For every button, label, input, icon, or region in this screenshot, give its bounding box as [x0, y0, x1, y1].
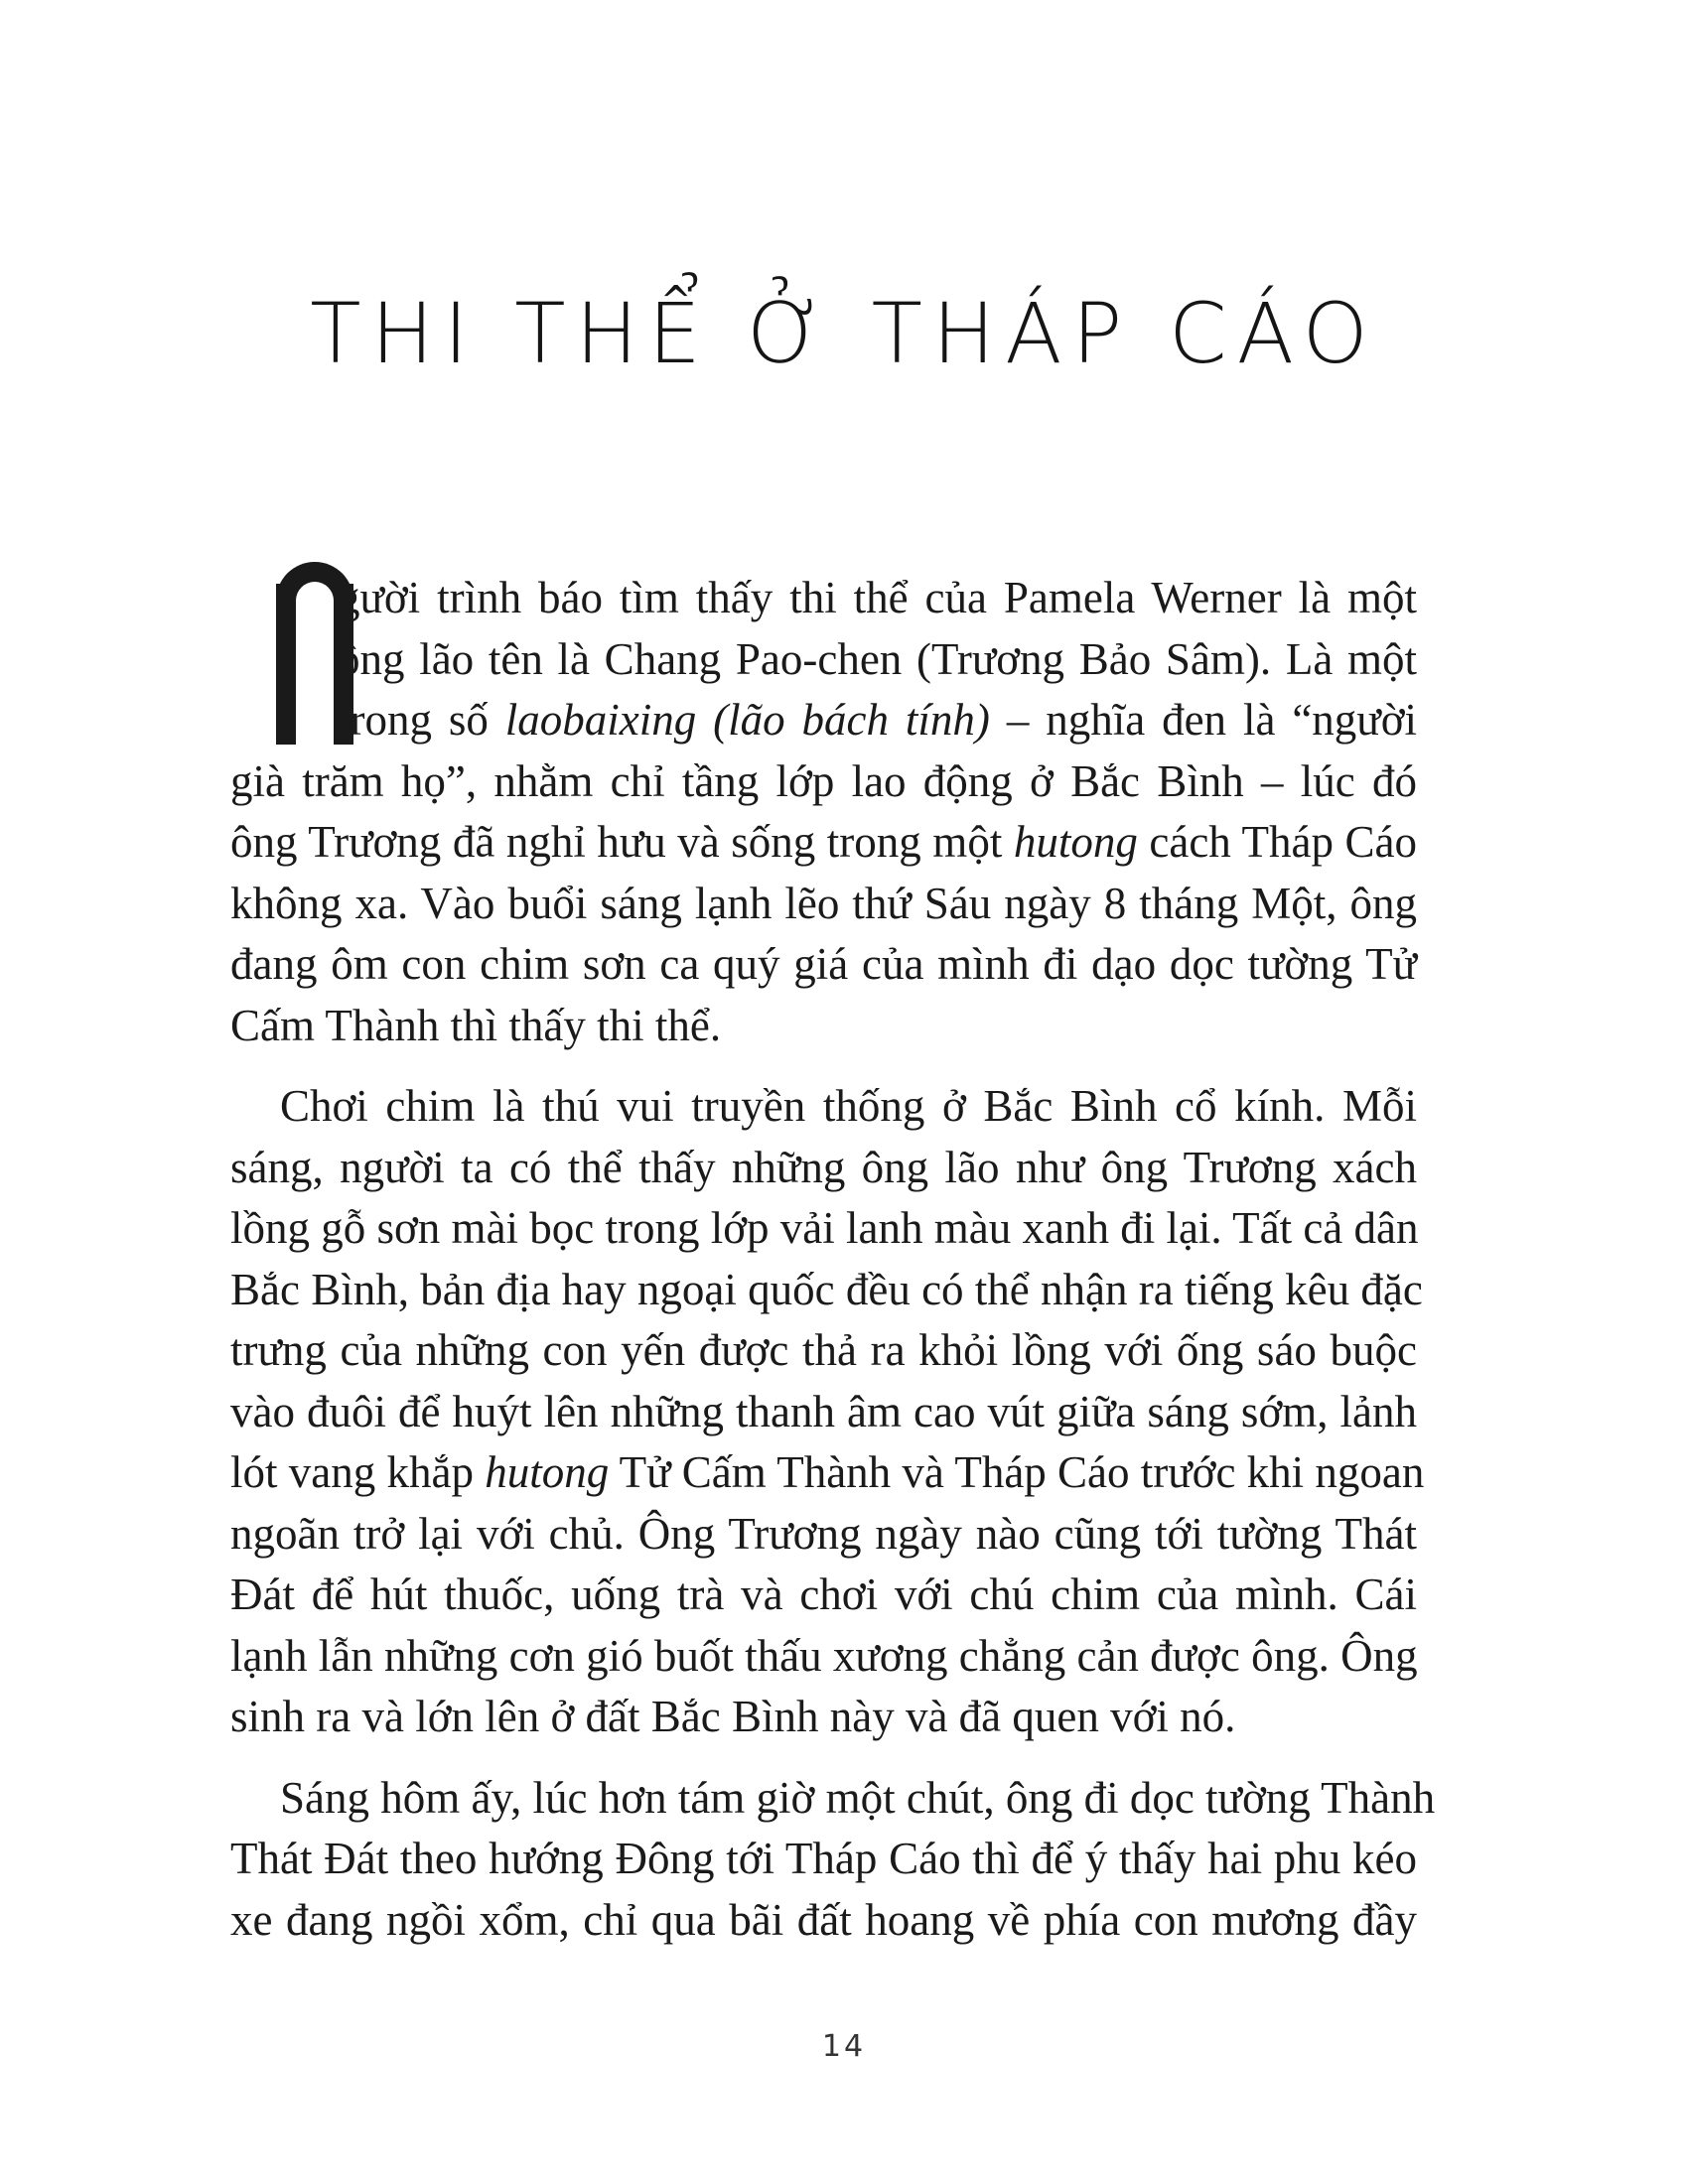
- paragraph: [230, 1076, 1425, 1748]
- text-line: Sáng hôm ấy, lúc hơn tám giờ một chút, ông đi dọc tường Thành: [280, 1772, 1436, 1823]
- chapter-title: THI THỂ Ở THÁP CÁO: [310, 285, 1378, 382]
- body-text: [230, 568, 1436, 1951]
- text-line: không xa. Vào buổi sáng lạnh lẽo thứ Sáu ngày 8 tháng Một, ông: [230, 878, 1417, 928]
- text-line: ông lão tên là Chang Pao-chen (Trương Bảo Sâm). Là một: [338, 633, 1417, 684]
- text-line: lạnh lẫn những cơn gió buốt thấu xương chẳng cản được ông. Ông: [230, 1630, 1418, 1681]
- italic-term: hutong: [485, 1447, 610, 1497]
- page-number: 14: [821, 2029, 867, 2064]
- text-line: vào đuôi để huýt lên những thanh âm cao vút giữa sáng sớm, lảnh: [230, 1386, 1417, 1436]
- italic-term: laobaixing (lão bách tính): [504, 695, 990, 745]
- text-line: Đát để hút thuốc, uống trà và chơi với chú chim của mình. Cái: [230, 1570, 1417, 1619]
- text-line: Bắc Bình, bản địa hay ngoại quốc đều có thể nhận ra tiếng kêu đặc: [230, 1264, 1423, 1314]
- text-line: già trăm họ”, nhằm chỉ tầng lớp lao động ở Bắc Bình – lúc đó: [230, 755, 1417, 806]
- italic-term: hutong: [1013, 817, 1138, 867]
- text-line: trong số laobaixing (lão bách tính) – nghĩa đen là “người: [338, 695, 1417, 745]
- text-line: Chơi chim là thú vui truyền thống ở Bắc Bình cổ kính. Mỗi: [280, 1081, 1417, 1131]
- text-line: sinh ra và lớn lên ở đất Bắc Bình này và đã quen với nó.: [230, 1692, 1236, 1741]
- text-line: ông Trương đã nghỉ hưu và sống trong một hutong cách Tháp Cáo: [230, 817, 1417, 867]
- text-line: lót vang khắp hutong Tử Cấm Thành và Tháp Cáo trước khi ngoan: [230, 1447, 1425, 1497]
- text-line: gười trình báo tìm thấy thi thể của Pamela Werner là một: [338, 573, 1417, 622]
- paragraph: [230, 1768, 1436, 1952]
- text-line: Cấm Thành thì thấy thi thể.: [230, 1000, 722, 1050]
- text-line: trưng của những con yến được thả ra khỏi lồng với ống sáo buộc: [230, 1325, 1417, 1375]
- text-line: sáng, người ta có thể thấy những ông lão như ông Trương xách: [230, 1142, 1417, 1192]
- text-line: ngoãn trở lại với chủ. Ông Trương ngày nào cũng tới tường Thát: [230, 1508, 1417, 1559]
- paragraph: [230, 568, 1417, 1056]
- text-line: xe đang ngồi xổm, chỉ qua bãi đất hoang về phía con mương đầy: [230, 1894, 1417, 1945]
- text-line: đang ôm con chim sơn ca quý giá của mình đi dạo dọc tường Tử: [230, 939, 1417, 989]
- text-line: lồng gỗ sơn mài bọc trong lớp vải lanh màu xanh đi lại. Tất cả dân: [230, 1203, 1419, 1253]
- text-line: Thát Đát theo hướng Đông tới Tháp Cáo thì để ý thấy hai phu kéo: [230, 1834, 1417, 1883]
